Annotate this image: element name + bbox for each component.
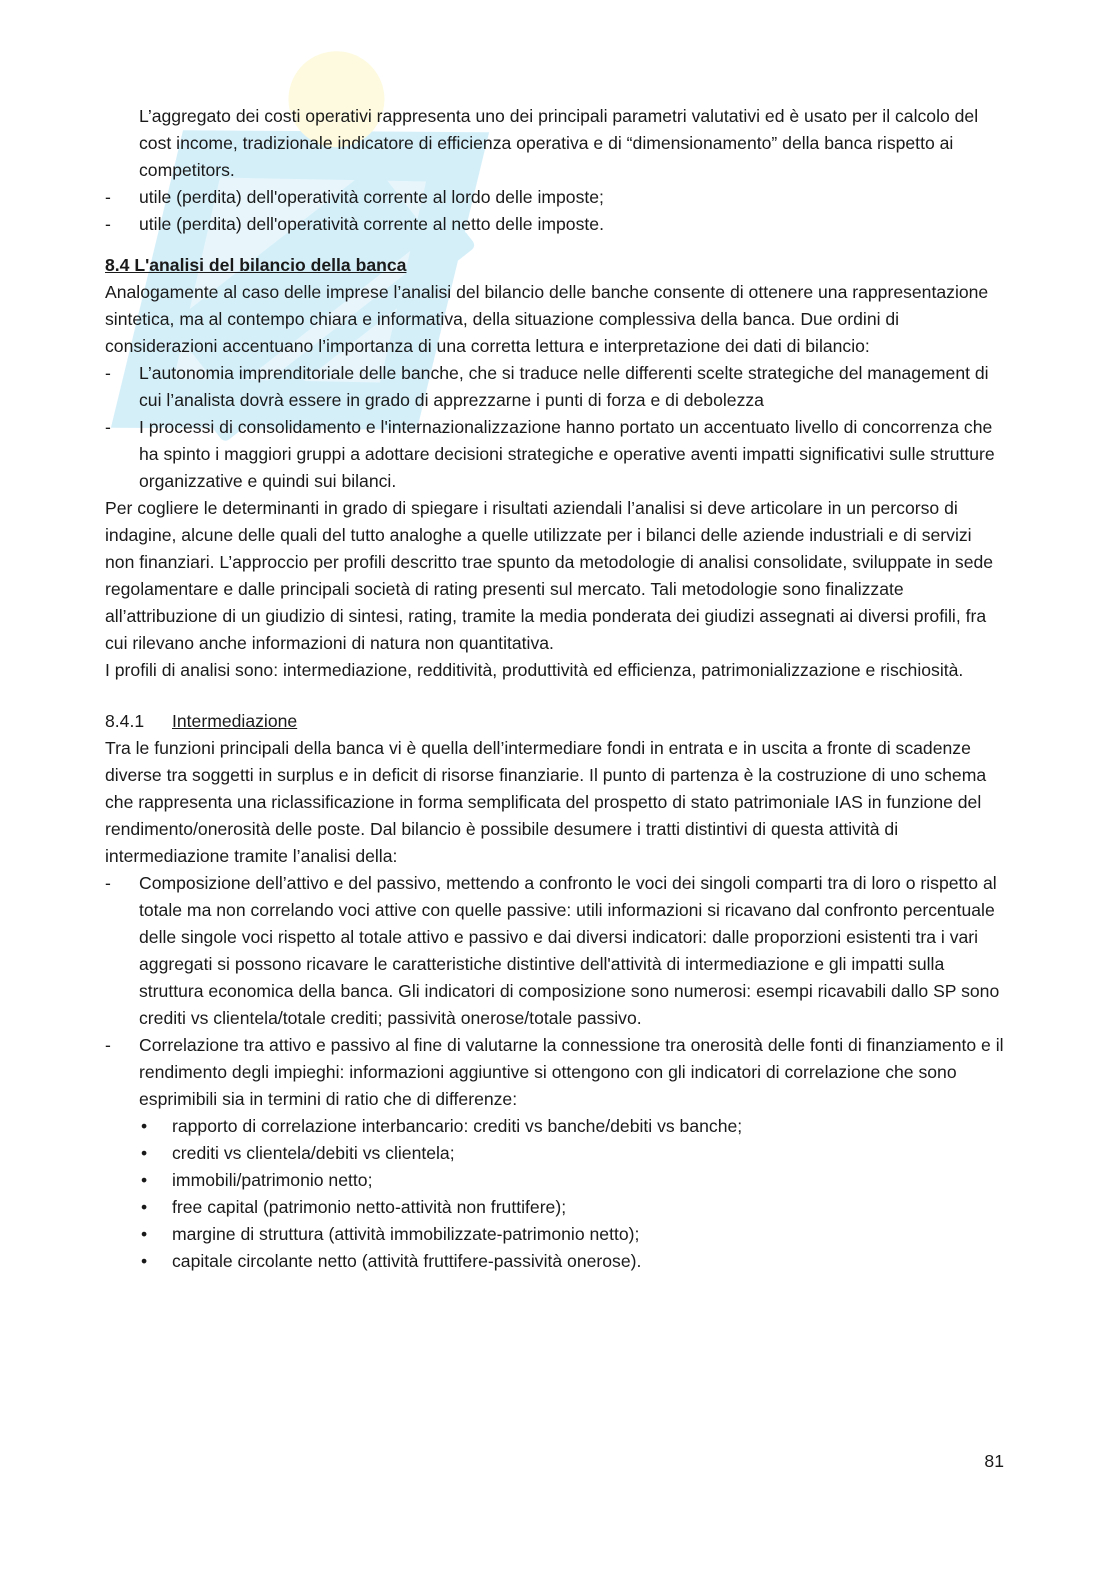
bullet-item bbox=[105, 1167, 1005, 1194]
bullet-text: free capital (patrimonio netto-attività non fruttifere); bbox=[172, 1197, 567, 1217]
bullet-text: crediti vs clientela/debiti vs clientela; bbox=[172, 1143, 455, 1163]
dash-marker: - bbox=[105, 187, 111, 207]
dash-marker: - bbox=[105, 214, 111, 234]
bullet-item bbox=[105, 1194, 1005, 1221]
list-item-text: Correlazione tra attivo e passivo al fine di valutarne la connessione tra onerosità delle fonti di finanziamento e il rendimento degli impieghi: informazioni aggiuntive si ottengono con gli indicatori di correlazione che sono esprimibili sia in termini di ratio che di differenze: bbox=[139, 1035, 1004, 1109]
list-item bbox=[105, 414, 1005, 495]
subsection-number: 8.4.1 bbox=[105, 711, 145, 731]
section-paragraph: Analogamente al caso delle imprese l’analisi del bilancio delle banche consente di ottenere una rappresentazione sintetica, ma al contempo chiara e informativa, della situazione complessiva della banca. Due ordini di considerazioni accentuano l’importanza di una corretta lettura e interpretazione dei dati di bilancio: bbox=[105, 282, 989, 356]
subsection-title: Intermediazione bbox=[172, 711, 298, 731]
bullet-item bbox=[105, 1248, 1005, 1275]
dash-marker: - bbox=[105, 417, 111, 437]
bullet-item bbox=[105, 1140, 1005, 1167]
document-page bbox=[105, 103, 1005, 1275]
list-item bbox=[105, 870, 1005, 1032]
list-item bbox=[105, 360, 1005, 414]
bullet-item bbox=[105, 1221, 1005, 1248]
bullet-marker: • bbox=[141, 1116, 148, 1136]
bullet-text: capitale circolante netto (attività fruttifere-passività onerose). bbox=[172, 1251, 642, 1271]
dash-marker: - bbox=[105, 873, 111, 893]
dash-marker: - bbox=[105, 363, 111, 383]
list-item-text: I processi di consolidamento e l'internazionalizzazione hanno portato un accentuato livello di concorrenza che ha spinto i maggiori gruppi a adottare decisioni strategiche e operative aventi impatti significativi sulle strutture organizzative e quindi sui bilanci. bbox=[139, 417, 995, 491]
intro-continuation: L’aggregato dei costi operativi rappresenta uno dei principali parametri valutativi ed è usato per il calcolo del cost income, tradizionale indicatore di efficienza operativa e di “dimensionamento” della banca rispetto ai competitors. bbox=[139, 106, 979, 180]
bullet-marker: • bbox=[141, 1251, 148, 1271]
bullet-marker: • bbox=[141, 1143, 148, 1163]
list-item bbox=[105, 211, 1005, 238]
subsection-heading bbox=[105, 708, 1005, 735]
bullet-text: immobili/patrimonio netto; bbox=[172, 1170, 373, 1190]
subsection-paragraph: Tra le funzioni principali della banca vi è quella dell’intermediare fondi in entrata e in uscita a fronte di scadenze diverse tra soggetti in surplus e in deficit di risorse finanziarie. Il punto di partenza è la costruzione di uno schema che rappresenta una riclassificazione in forma semplificata del prospetto di stato patrimoniale IAS in funzione del rendimento/onerosità delle poste. Dal bilancio è possibile desumere i tratti distintivi di questa attività di intermediazione tramite l’analisi della: bbox=[105, 738, 987, 866]
list-item-text: utile (perdita) dell'operatività corrente al lordo delle imposte; bbox=[139, 187, 604, 207]
bullet-marker: • bbox=[141, 1197, 148, 1217]
section-paragraph: I profili di analisi sono: intermediazione, redditività, produttività ed efficienza, patrimonializzazione e rischiosità. bbox=[105, 660, 964, 680]
bullet-marker: • bbox=[141, 1224, 148, 1244]
list-item-text: L’autonomia imprenditoriale delle banche, che si traduce nelle differenti scelte strategiche del management di cui l’analista dovrà essere in grado di apprezzarne i punti di forza e di debolezza bbox=[139, 363, 989, 410]
bullet-item bbox=[105, 1113, 1005, 1140]
bullet-list bbox=[105, 1113, 1005, 1275]
section-heading: 8.4 L'analisi del bilancio della banca bbox=[105, 255, 407, 275]
bullet-marker: • bbox=[141, 1170, 148, 1190]
bullet-text: margine di struttura (attività immobilizzate-patrimonio netto); bbox=[172, 1224, 640, 1244]
dash-marker: - bbox=[105, 1035, 111, 1055]
section-paragraph: Per cogliere le determinanti in grado di spiegare i risultati aziendali l’analisi si deve articolare in un percorso di indagine, alcune delle quali del tutto analoghe a quelle utilizzate per i bilanci delle aziende industriali e di servizi non finanziari. L’approccio per profili descritto trae spunto da metodologie di analisi consolidate, sviluppate in sede regolamentare e dalle principali società di rating presenti sul mercato. Tali metodologie sono finalizzate all’attribuzione di un giudizio di sintesi, rating, tramite la media ponderata dei giudizi assegnati ai diversi profili, fra cui rilevano anche informazioni di natura non quantitativa. bbox=[105, 498, 994, 653]
list-item bbox=[105, 1032, 1005, 1113]
page-number: 81 bbox=[984, 1451, 1004, 1471]
list-item bbox=[105, 184, 1005, 211]
bullet-text: rapporto di correlazione interbancario: crediti vs banche/debiti vs banche; bbox=[172, 1116, 743, 1136]
list-item-text: Composizione dell’attivo e del passivo, mettendo a confronto le voci dei singoli comparti tra di loro o rispetto al totale ma non correlando voci attive con quelle passive: utili informazioni si ricavano dal confronto percentuale delle singole voci rispetto al totale attivo e passivo e dai diversi indicatori: dalle proporzioni esistenti tra i vari aggregati si possono ricavare le caratteristiche distintive dell'attività di intermediazione e gli impatti sulla struttura economica della banca. Gli indicatori di composizione sono numerosi: esempi ricavabili dallo SP sono crediti vs clientela/totale crediti; passività onerose/totale passivo. bbox=[139, 873, 1000, 1028]
list-item-text: utile (perdita) dell'operatività corrente al netto delle imposte. bbox=[139, 214, 604, 234]
